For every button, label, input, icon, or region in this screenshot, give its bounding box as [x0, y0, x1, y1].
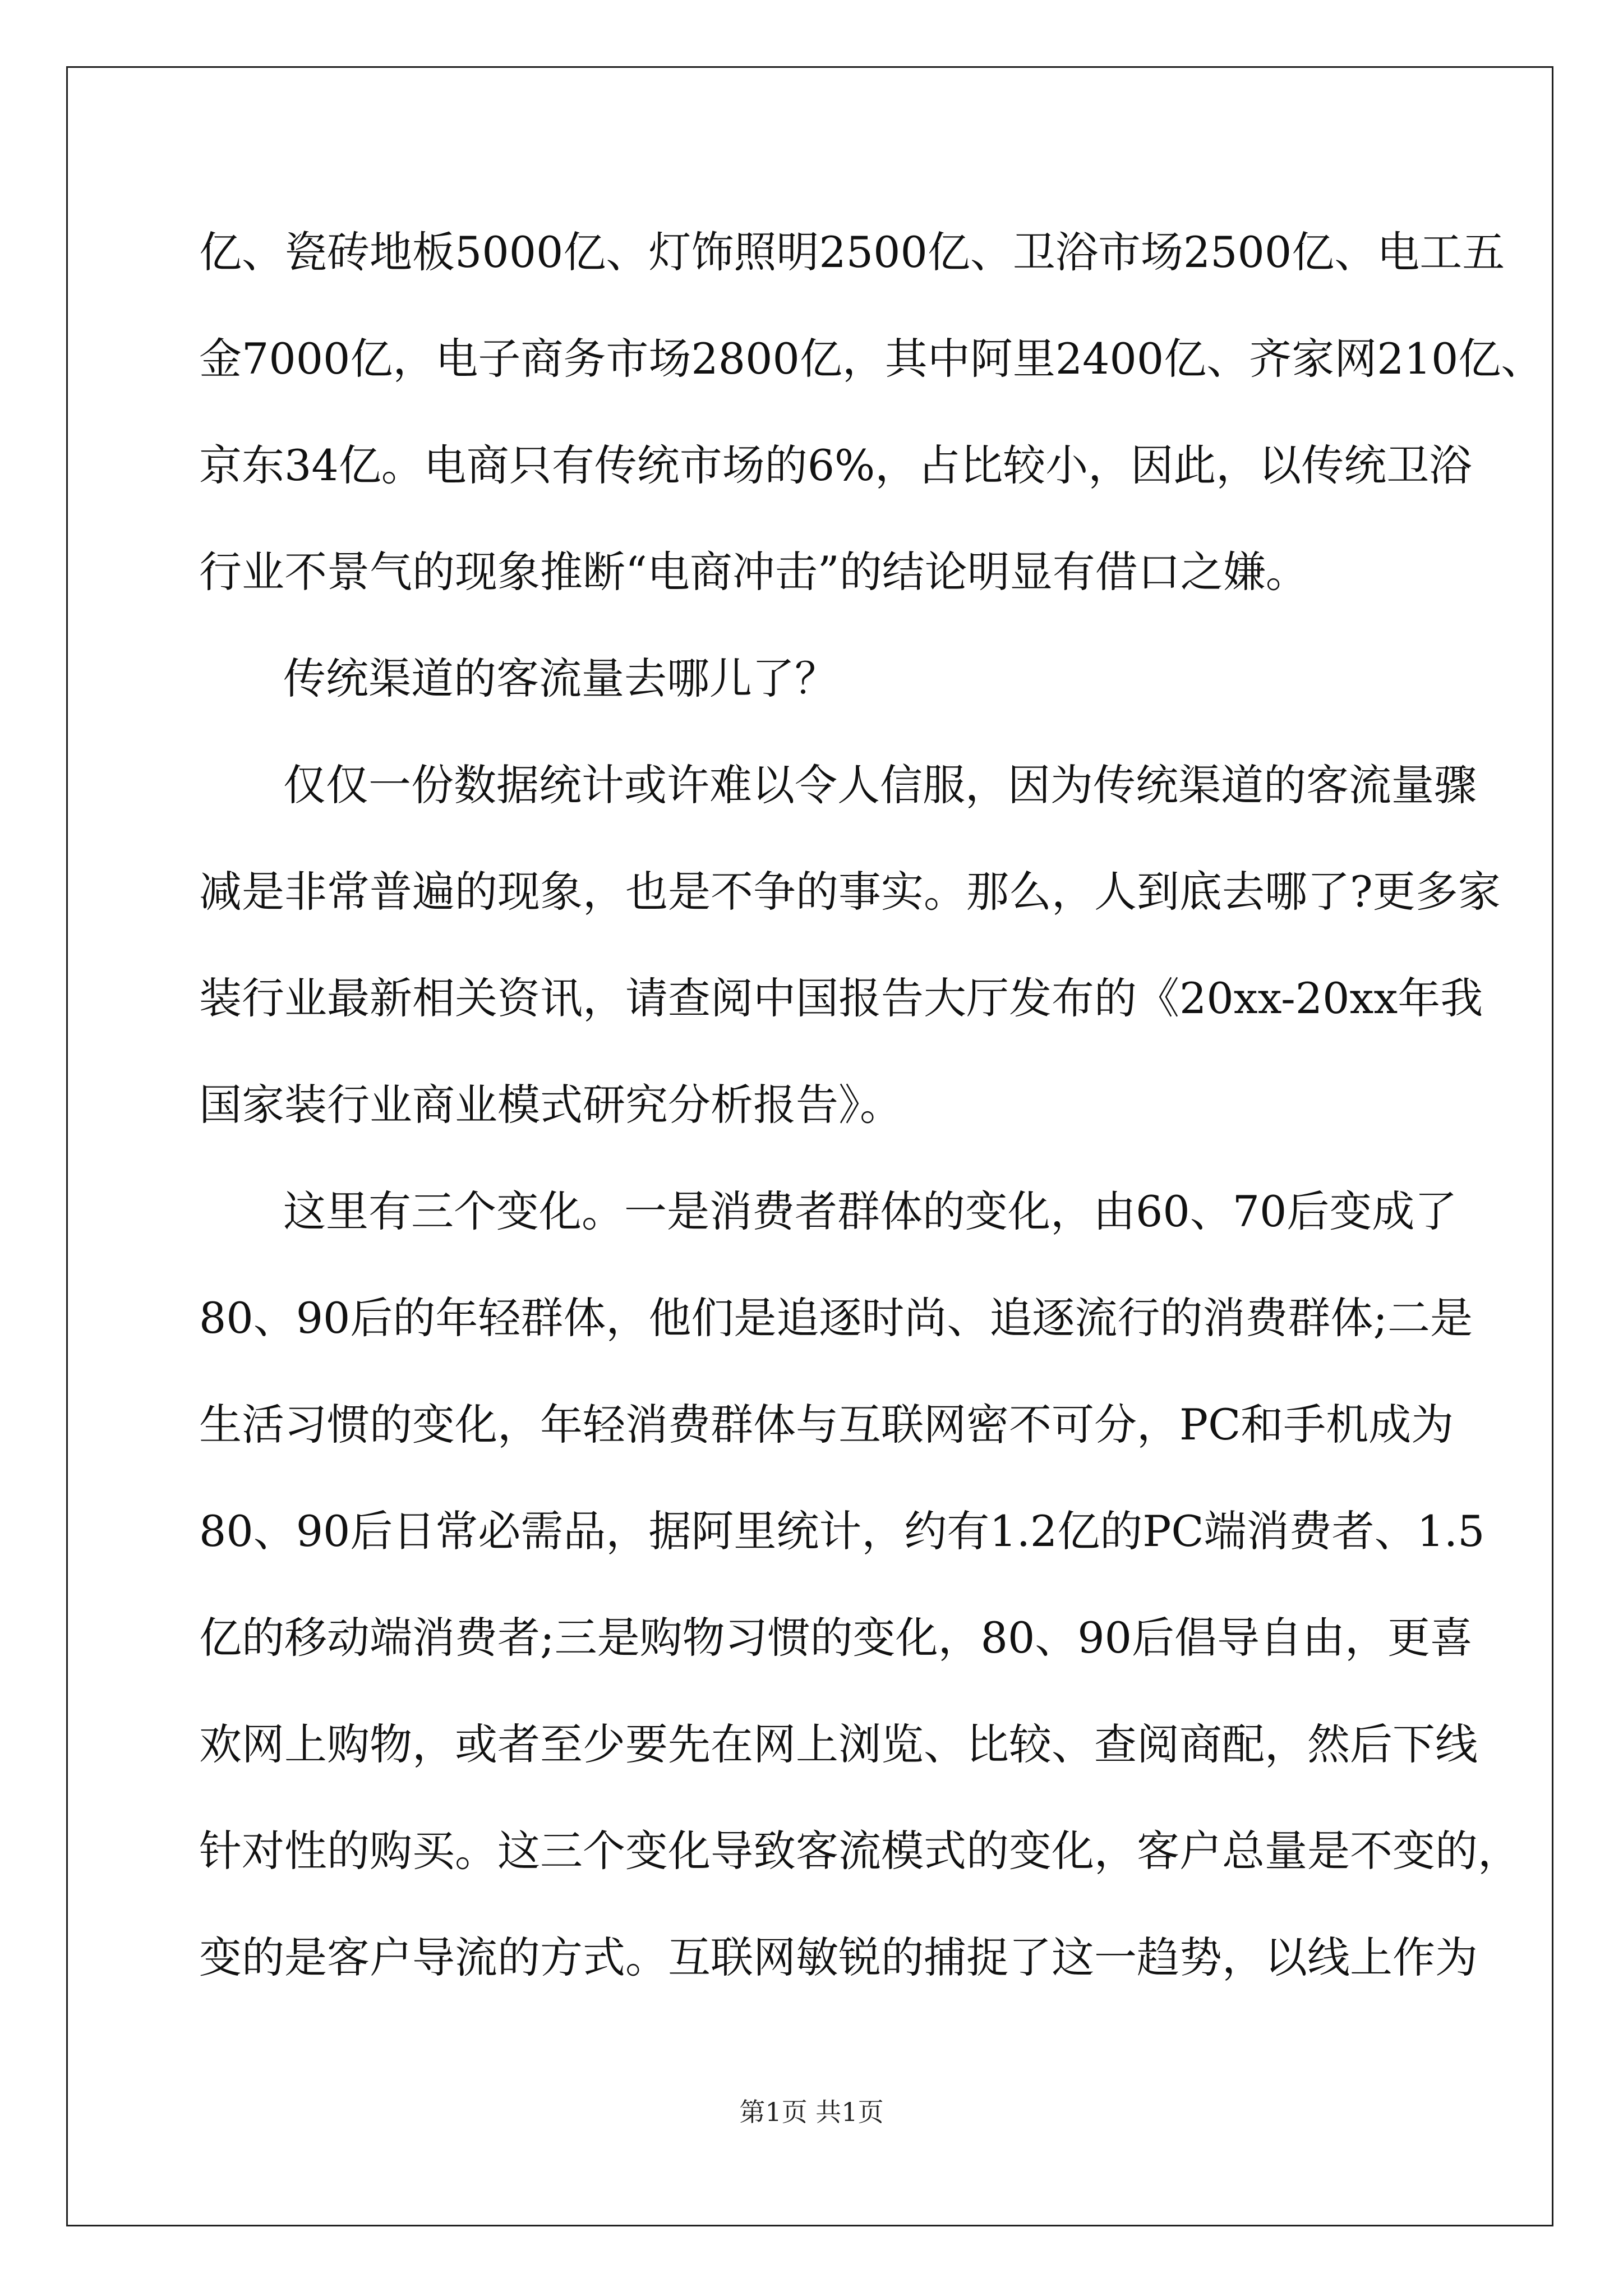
text-line: 变的是客户导流的方式。互联网敏锐的捕捉了这一趋势，以线上作为	[199, 1932, 1478, 1982]
text-line: 传统渠道的客流量去哪儿了？	[283, 654, 837, 703]
text-line: 行业不景气的现象推断“电商冲击”的结论明显有借口之嫌。	[199, 547, 1308, 597]
document-body	[199, 219, 1544, 2031]
text-line: 装行业最新相关资讯，请查阅中国报告大厅发布的《20xx-20xx年我	[199, 973, 1483, 1023]
text-line: 亿的移动端消费者;三是购物习惯的变化，80、90后倡导自由，更喜	[199, 1613, 1473, 1663]
text-line: 80、90后的年轻群体，他们是追逐时尚、追逐流行的消费群体;二是	[199, 1293, 1473, 1343]
text-line: 这里有三个变化。一是消费者群体的变化，由60、70后变成了	[283, 1186, 1458, 1236]
text-line: 生活习惯的变化，年轻消费群体与互联网密不可分，PC和手机成为	[199, 1400, 1454, 1450]
text-line: 仅仅一份数据统计或许难以令人信服，因为传统渠道的客流量骤	[283, 760, 1477, 810]
page-footer: 第1页 共1页	[739, 2097, 884, 2127]
text-line: 国家装行业商业模式研究分析报告》。	[199, 1080, 902, 1130]
text-line: 京东34亿。电商只有传统市场的6%，占比较小，因此，以传统卫浴	[199, 440, 1472, 490]
text-line: 金7000亿，电子商务市场2800亿，其中阿里2400亿、齐家网210亿、	[199, 334, 1544, 384]
text-line: 针对性的购买。这三个变化导致客流模式的变化，客户总量是不变的，	[199, 1826, 1520, 1876]
text-line: 减是非常普遍的现象，也是不争的事实。那么，人到底去哪了?更多家	[199, 867, 1501, 917]
text-line: 欢网上购物，或者至少要先在网上浏览、比较、查阅商配，然后下线	[199, 1719, 1478, 1769]
text-line: 亿、瓷砖地板5000亿、灯饰照明2500亿、卫浴市场2500亿、电工五	[199, 227, 1505, 277]
text-line: 80、90后日常必需品，据阿里统计，约有1.2亿的PC端消费者、1.5	[199, 1506, 1485, 1556]
